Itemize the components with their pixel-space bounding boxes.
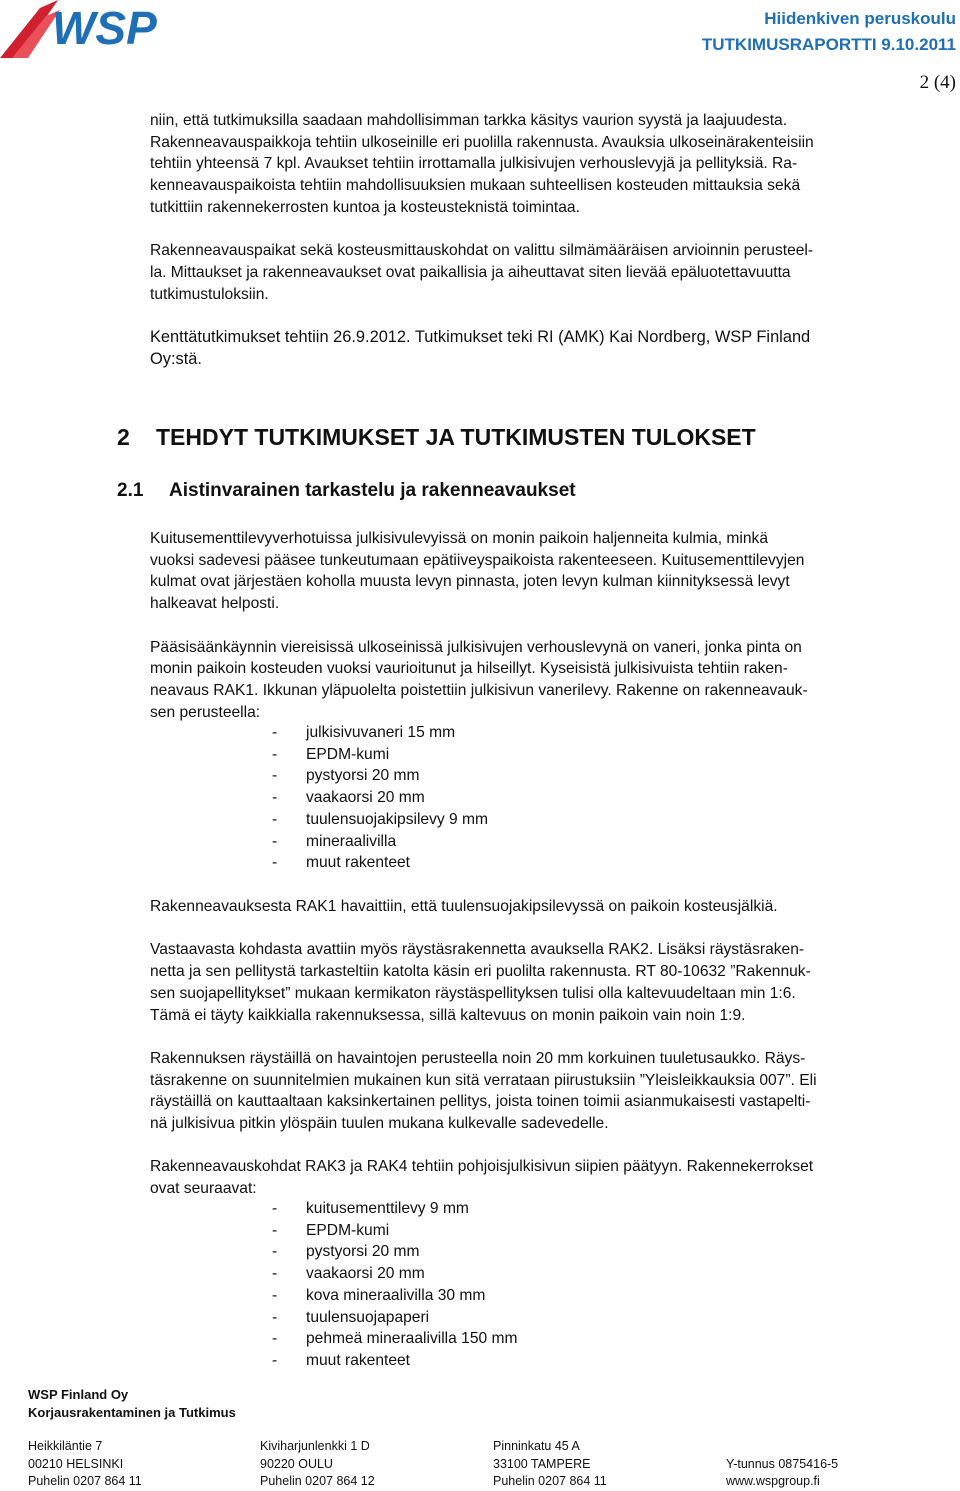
list-item xyxy=(272,1241,517,1263)
text-line: tutkimustuloksiin. xyxy=(150,285,269,303)
text-line: Vastaavasta kohdasta avattiin myös räystäsrakennetta avauksella RAK2. Lisäksi räystäsraken- xyxy=(150,941,805,959)
text-line: Tämä ei täyty kaikkialla rakennuksessa, sillä kaltevuus on monin paikoin vain noin 1:9. xyxy=(150,1006,746,1024)
list-item-text: pystyorsi 20 mm xyxy=(306,1243,420,1261)
paragraph xyxy=(150,896,955,918)
list-item xyxy=(272,1285,517,1307)
dash: - xyxy=(272,854,278,872)
list-item-text: tuulensuojakipsilevy 9 mm xyxy=(306,810,489,828)
paragraph xyxy=(150,1048,955,1135)
text-line: sen suojapellitykset” mukaan kermikaton räystäspellityksen tulisi olla kaltevuudeltaan min 1:6. xyxy=(150,984,796,1002)
list-item xyxy=(272,1307,517,1329)
text-line: täsrakenne on suunnitelmien mukainen kun sitä verrataan piirustuksiin ”Yleisleikkauksia 007”. Eli xyxy=(150,1071,817,1089)
section-title: TEHDYT TUTKIMUKSET JA TUTKIMUSTEN TULOKSET xyxy=(156,424,756,450)
list-item-text: muut rakenteet xyxy=(306,1351,411,1369)
footer-line: Puhelin 0207 864 11 xyxy=(28,1474,142,1488)
list-item xyxy=(272,765,488,787)
intro-text xyxy=(150,110,955,370)
text-line: netta ja sen pellitystä tarkasteltiin katolta käsin eri puolilta rakennusta. RT 80-10632 ”Rakennuk- xyxy=(150,963,811,981)
dash: - xyxy=(272,789,278,807)
text-line: räystäillä on kauttaaltaan kaksinkertainen pellitys, joista toinen toimii asianmukaisesti vastapelti- xyxy=(150,1093,811,1111)
company-name: WSP Finland Oy xyxy=(28,1387,129,1402)
layer-list-rak1 xyxy=(150,722,488,874)
text-line: Kuitusementtilevyverhotuissa julkisivulevyissä on monin paikoin haljenneita kulmia, minkä xyxy=(150,530,768,547)
paragraph xyxy=(150,637,955,724)
list-item-text: tuulensuojapaperi xyxy=(306,1308,430,1326)
list-item-text: vaakaorsi 20 mm xyxy=(306,789,425,807)
text-line: kenneavauspaikoista tehtiin mahdollisuuksien mukaan suhteellisen kosteuden mittauksia sekä xyxy=(150,177,801,195)
section-title: Aistinvarainen tarkastelu ja rakenneavaukset xyxy=(169,480,576,501)
list-item-text: mineraalivilla xyxy=(306,832,397,850)
section-heading-2-1 xyxy=(117,480,576,502)
list-item xyxy=(272,1263,517,1285)
list-item-text: muut rakenteet xyxy=(306,854,411,872)
list-item-text: vaakaorsi 20 mm xyxy=(306,1265,425,1283)
paragraph xyxy=(150,240,955,305)
list-item xyxy=(272,1198,517,1220)
text-line: Rakenneavauksesta RAK1 havaittiin, että tuulensuojakipsilevyssä on paikoin kosteusjälkiä. xyxy=(150,898,778,915)
text-line: tehtiin yhteensä 7 kpl. Avaukset tehtiin irrottamalla julkisivujen verhouslevyjä ja pellityksiä. Ra- xyxy=(150,155,798,173)
footer-line: 00210 HELSINKI xyxy=(28,1456,124,1471)
text-line: Rakenneavauspaikkoja tehtiin ulkoseinille eri puolilla rakennusta. Avauksia ulkoseinärakenteisiin xyxy=(150,133,814,151)
paragraph xyxy=(150,327,955,370)
footer-link[interactable]: www.wspgroup.fi xyxy=(726,1474,820,1488)
paragraph xyxy=(150,939,955,1026)
list-item-text: kova mineraalivilla 30 mm xyxy=(306,1286,486,1304)
list-item-text: kuitusementtilevy 9 mm xyxy=(306,1200,469,1217)
text-line: Kenttätutkimukset tehtiin 26.9.2012. Tutkimukset teki RI (AMK) Kai Nordberg, WSP Finland xyxy=(150,328,811,346)
text-line: niin, että tutkimuksilla saadaan mahdollisimman tarkka käsitys vaurion syystä ja laajuudesta. xyxy=(150,112,788,129)
dash: - xyxy=(272,1243,278,1261)
section-number: 2 xyxy=(117,424,130,450)
list-item xyxy=(272,852,488,874)
section-heading-2 xyxy=(117,424,756,451)
list-item xyxy=(272,787,488,809)
list-item xyxy=(272,744,488,766)
list-item xyxy=(272,1350,517,1372)
footer-line xyxy=(726,1438,838,1456)
text-line: Pääsisäänkäynnin viereisissä ulkoseinissä julkisivujen verhouslevynä on vaneri, jonka pinta on xyxy=(150,638,802,656)
logo-text: WSP xyxy=(52,2,157,54)
dash: - xyxy=(272,1351,278,1369)
list-item-text: EPDM-kumi xyxy=(306,1221,390,1239)
dash: - xyxy=(272,832,278,850)
text-line: tutkittiin rakennekerrosten kuntoa ja kosteusteknistä toimintaa. xyxy=(150,198,580,216)
section-number: 2.1 xyxy=(117,480,144,501)
text-line: Rakenneavauspaikat sekä kosteusmittauskohdat on valittu silmämääräisen arvioinnin perusteel- xyxy=(150,242,814,260)
text-line: neavaus RAK1. Ikkunan yläpuolelta poistettiin julkisivun vanerilevy. Rakenne on rakenneavauk- xyxy=(150,681,808,699)
list-item-text: julkisivuvaneri 15 mm xyxy=(306,724,456,741)
list-item xyxy=(272,722,488,744)
dash: - xyxy=(272,1286,278,1304)
footer-address-helsinki xyxy=(28,1438,142,1491)
text-line: monin paikoin kosteuden vuoksi vaurioitunut ja hilseillyt. Kyseisistä julkisivuista tehtiin raken- xyxy=(150,660,788,678)
list-item xyxy=(272,809,488,831)
wsp-logo xyxy=(0,0,200,62)
paragraph xyxy=(150,528,955,615)
footer-line: Y-tunnus 0875416-5 xyxy=(726,1456,839,1471)
footer-address-tampere xyxy=(493,1438,607,1491)
list-item-text: pystyorsi 20 mm xyxy=(306,767,420,785)
footer-address-oulu xyxy=(260,1438,375,1491)
dash: - xyxy=(272,1265,278,1283)
dash: - xyxy=(272,810,278,828)
dash: - xyxy=(272,1330,278,1348)
division-name: Korjausrakentaminen ja Tutkimus xyxy=(28,1405,236,1420)
paragraph xyxy=(150,110,955,219)
footer-line: Kiviharjunlenkki 1 D xyxy=(260,1439,370,1453)
footer-line: 90220 OULU xyxy=(260,1456,333,1471)
text-line: nä julkisivua pitkin ylöspäin tuulen mukana kulkevalle sadevedelle. xyxy=(150,1115,609,1132)
text-line: la. Mittaukset ja rakenneavaukset ovat paikallisia ja aiheuttavat siten lievää epäluotettavuutta xyxy=(150,263,791,281)
footer-company xyxy=(28,1386,236,1422)
report-title: TUTKIMUSRAPORTTI 9.10.2011 xyxy=(701,35,956,54)
footer-line: Puhelin 0207 864 12 xyxy=(260,1474,375,1488)
dash: - xyxy=(272,745,278,763)
text-line: kulmat ovat järjestäen koholla muusta levyn pinnasta, joten levyn kulman kiinnityksessä levyt xyxy=(150,573,790,591)
text-line: vuoksi sadevesi pääsee tunkeutumaan epätiiveyspaikoista rakenteeseen. Kuitusementtilevyjen xyxy=(150,551,805,569)
dash: - xyxy=(272,767,278,785)
list-item xyxy=(272,1328,517,1350)
footer-line: 33100 TAMPERE xyxy=(493,1456,591,1471)
page-number: 2 (4) xyxy=(919,72,956,93)
footer-company-info xyxy=(726,1438,838,1491)
dash: - xyxy=(272,1200,278,1217)
footer-line: Puhelin 0207 864 11 xyxy=(493,1474,607,1488)
list-item xyxy=(272,1220,517,1242)
layer-list-rak3-rak4 xyxy=(150,1198,517,1372)
wsp-logo-icon xyxy=(0,0,200,62)
text-line: Rakenneavauskohdat RAK3 ja RAK4 tehtiin pohjoisjulkisivun siipien päätyyn. Rakennekerrokset xyxy=(150,1158,814,1176)
footer-line: Pinninkatu 45 A xyxy=(493,1439,580,1453)
list-item-text: EPDM-kumi xyxy=(306,745,390,763)
footer-line: Heikkiläntie 7 xyxy=(28,1439,103,1453)
list-item-text: pehmeä mineraalivilla 150 mm xyxy=(306,1330,518,1348)
report-header xyxy=(702,6,956,58)
list-item xyxy=(272,831,488,853)
project-name: Hiidenkiven peruskoulu xyxy=(764,9,956,28)
dash: - xyxy=(272,724,278,741)
text-line: ovat seuraavat: xyxy=(150,1180,257,1198)
text-line: halkeavat helposti. xyxy=(150,595,280,613)
text-line: Rakennuksen räystäillä on havaintojen perusteella noin 20 mm korkuinen tuuletusaukko. Räys- xyxy=(150,1049,806,1067)
dash: - xyxy=(272,1221,278,1239)
text-line: sen perusteella: xyxy=(150,703,261,721)
section-body-continued xyxy=(150,896,955,1221)
paragraph xyxy=(150,1156,955,1199)
dash: - xyxy=(272,1308,278,1326)
text-line: Oy:stä. xyxy=(150,349,202,368)
section-body xyxy=(150,528,955,745)
